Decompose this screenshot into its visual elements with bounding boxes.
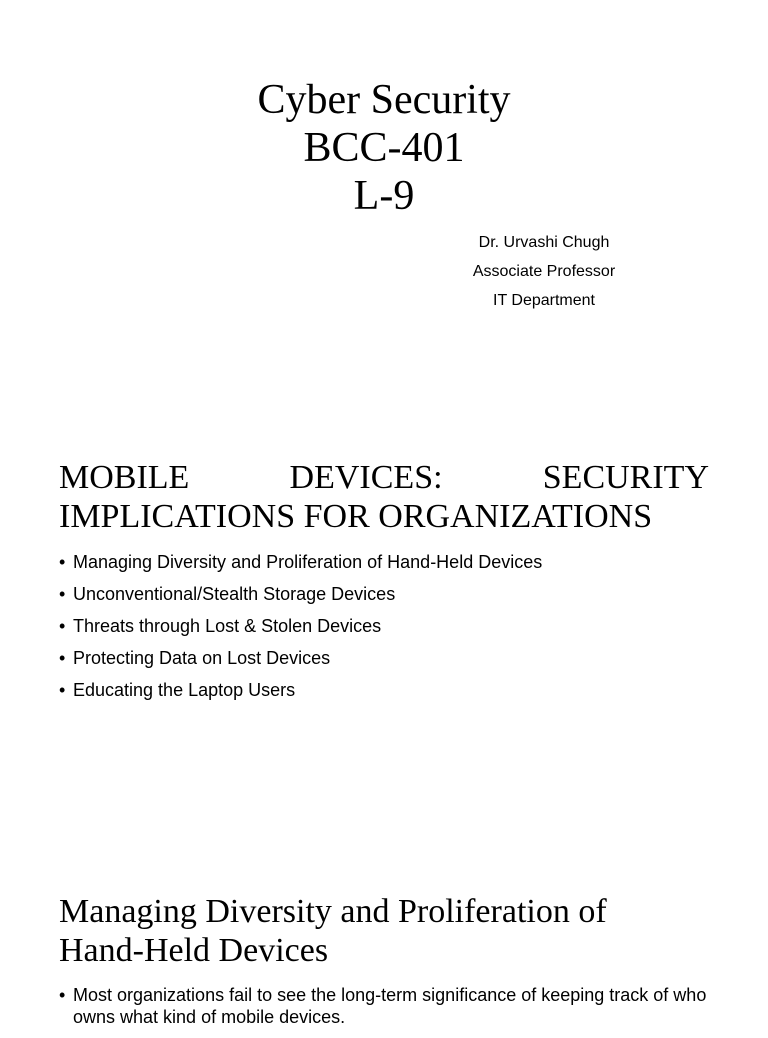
heading-word: SECURITY — [542, 459, 709, 496]
list-item — [59, 615, 719, 637]
title-slide — [0, 0, 768, 420]
list-item — [59, 583, 719, 605]
slide-heading — [59, 458, 709, 536]
heading-line-1 — [59, 458, 709, 497]
list-item-text: Protecting Data on Lost Devices — [73, 648, 331, 668]
heading-line-1: Managing Diversity and Proliferation of — [59, 893, 607, 930]
slide-title — [0, 76, 768, 220]
list-item-text: Unconventional/Stealth Storage Devices — [73, 584, 396, 604]
list-item-text: Managing Diversity and Proliferation of Hand-Held Devices — [73, 552, 543, 572]
title-line-code: BCC-401 — [303, 125, 465, 171]
slide-heading — [59, 892, 709, 970]
diversity-slide — [0, 870, 768, 1027]
list-item — [59, 679, 719, 701]
list-item — [59, 551, 719, 573]
bullet-icon: • — [59, 616, 66, 636]
bullet-icon: • — [59, 985, 66, 1005]
bullet-list — [59, 551, 719, 711]
heading-line-2: IMPLICATIONS FOR ORGANIZATIONS — [59, 498, 653, 535]
list-item — [59, 647, 719, 669]
bullet-list — [59, 984, 719, 1038]
implications-slide — [0, 440, 768, 850]
author-info — [420, 228, 668, 315]
bullet-icon: • — [59, 584, 66, 604]
list-item-text: Educating the Laptop Users — [73, 680, 296, 700]
list-item-text: Threats through Lost & Stolen Devices — [73, 616, 382, 636]
author-department: IT Department — [493, 292, 595, 309]
list-item — [59, 984, 719, 1028]
author-name: Dr. Urvashi Chugh — [478, 234, 610, 251]
bullet-icon: • — [59, 680, 66, 700]
bullet-icon: • — [59, 648, 66, 668]
author-designation: Associate Professor — [472, 263, 616, 280]
bullet-icon: • — [59, 552, 66, 572]
heading-word: DEVICES: — [289, 459, 443, 496]
heading-line-2: Hand-Held Devices — [59, 932, 329, 969]
heading-word: MOBILE — [59, 459, 190, 496]
list-item-text: Most organizations fail to see the long-term significance of keeping track of who owns what kind of mobile devices. — [73, 985, 707, 1027]
title-line-lecture: L-9 — [353, 173, 415, 219]
title-line-course: Cyber Security — [257, 77, 511, 123]
